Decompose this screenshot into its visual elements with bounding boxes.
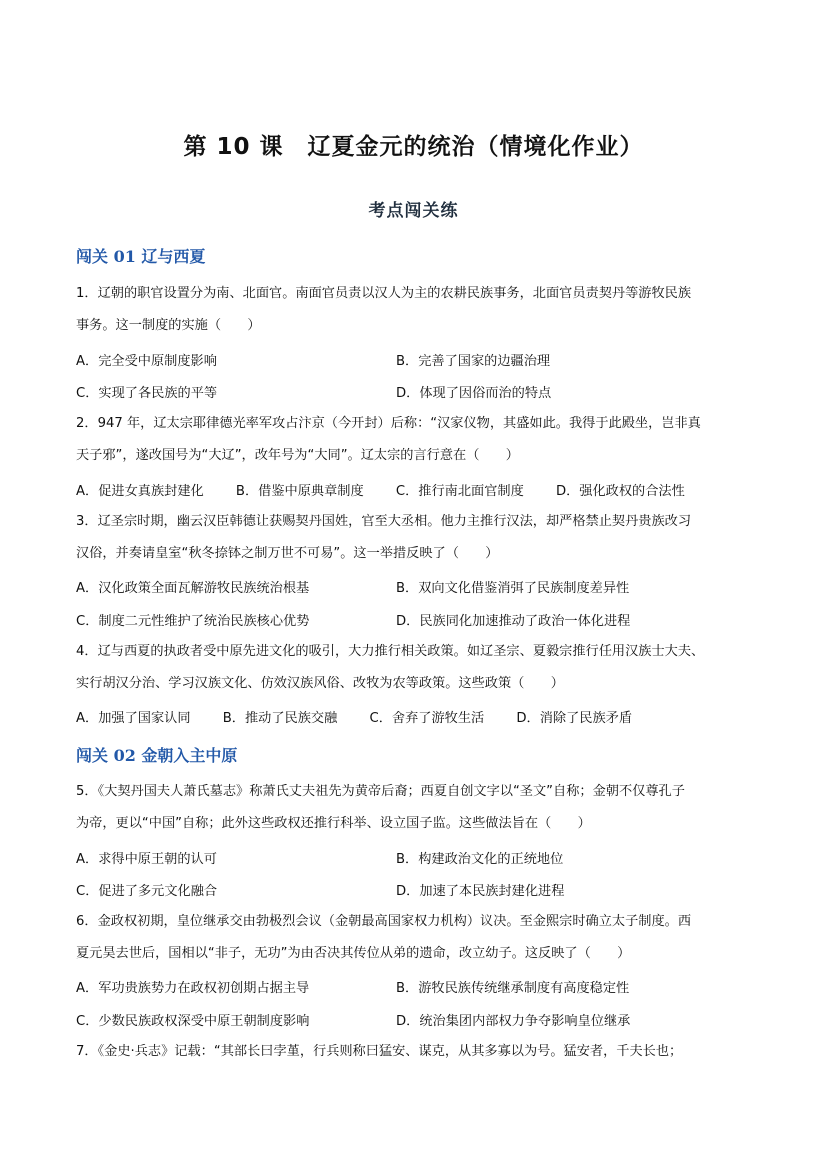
question-1-option-c: C．实现了各民族的平等 xyxy=(76,386,218,401)
question-1-stem xyxy=(76,278,756,342)
question-3-stem xyxy=(76,506,756,570)
question-3-line-2: 汉俗，并奏请皇室“秋冬捺钵之制万世不可易”。这一举措反映了（ ） xyxy=(76,546,499,561)
question-3-option-c: C．制度二元性维护了统治民族核心优势 xyxy=(76,614,310,629)
question-6-option-c: C．少数民族政权深受中原王朝制度影响 xyxy=(76,1014,310,1029)
question-5-option-b: B．构建政治文化的正统地位 xyxy=(396,852,564,867)
question-1-option-d: D．体现了因俗而治的特点 xyxy=(396,386,552,401)
question-2-options xyxy=(76,480,713,499)
question-3-line-1: 3．辽圣宗时期，幽云汉臣韩德让获赐契丹国姓，官至大丞相。他力主推行汉法，却严格禁止契丹贵族改习 xyxy=(76,514,692,529)
question-4-option-a: A．加强了国家认同 xyxy=(76,711,191,726)
question-1-line-1: 1．辽朝的职官设置分为南、北面官。南面官员责以汉人为主的农耕民族事务，北面官员责契丹等游牧民族 xyxy=(76,286,692,301)
question-4-line-2: 实行胡汉分治、学习汉族文化、仿效汉族风俗、改牧为农等政策。这些政策（ ） xyxy=(76,676,564,691)
banner-wrap xyxy=(0,196,827,221)
question-5-option-a: A．求得中原王朝的认可 xyxy=(76,852,217,867)
question-6-option-a: A．军功贵族势力在政权初创期占据主导 xyxy=(76,981,310,996)
question-2-option-c: C．推行南北面官制度 xyxy=(395,484,524,499)
question-2-line-1: 2．947 年，辽太宗耶律德光率军攻占汴京（今开封）后称：“汉家仪物，其盛如此。我得于此殿坐，岂非真 xyxy=(76,416,701,431)
question-7-line-1: 7．《金史·兵志》记载：“其部长曰孛堇，行兵则称曰猛安、谋克，从其多寡以为号。猛安者，千夫长也； xyxy=(76,1044,683,1059)
question-4-line-1: 4．辽与西夏的执政者受中原先进文化的吸引，大力推行相关政策。如辽圣宗、夏毅宗推行任用汉族士大夫、 xyxy=(76,644,705,659)
question-2-line-2: 天子邪”，遂改国号为“大辽”，改年号为“大同”。辽太宗的言行意在（ ） xyxy=(76,448,519,463)
question-6-line-1: 6．金政权初期，皇位继承交由勃极烈会议（金朝最高国家权力机构）议决。至金熙宗时确立太子制度。西 xyxy=(76,914,692,929)
section-banner: 考点闯关练 xyxy=(351,196,477,221)
question-4-stem xyxy=(76,636,756,700)
question-6-line-2: 夏元昊去世后，国相以“非子，无功”为由否决其传位从弟的遗命，改立幼子。这反映了（ ） xyxy=(76,946,631,961)
question-5-stem xyxy=(76,776,756,840)
question-2-stem xyxy=(76,408,756,472)
question-6-stem xyxy=(76,906,756,970)
question-5-line-2: 为帝，更以“中国”自称；此外这些政权还推行科举、设立国子监。这些做法旨在（ ） xyxy=(76,816,591,831)
question-6-option-b: B．游牧民族传统继承制度有高度稳定性 xyxy=(396,981,630,996)
question-3-option-d: D．民族同化加速推动了政治一体化进程 xyxy=(396,614,631,629)
question-1-line-2: 事务。这一制度的实施（ ） xyxy=(76,318,261,333)
section-heading-1: 闯关 01 辽与西夏 xyxy=(76,247,206,266)
page-title: 第 10 课 辽夏金元的统治（情境化作业） xyxy=(183,134,644,160)
question-3-option-a: A．汉化政策全面瓦解游牧民族统治根基 xyxy=(76,581,310,596)
question-4-option-c: C．舍弃了游牧生活 xyxy=(369,711,485,726)
question-4-option-d: D．消除了民族矛盾 xyxy=(516,711,633,726)
question-1-option-b: B．完善了国家的边疆治理 xyxy=(396,354,551,369)
question-5-option-c: C．促进了多元文化融合 xyxy=(76,884,218,899)
question-2-option-b: B．借鉴中原典章制度 xyxy=(235,484,364,499)
question-3-option-b: B．双向文化借鉴消弭了民族制度差异性 xyxy=(396,581,630,596)
section-heading-2: 闯关 02 金朝入主中原 xyxy=(76,746,238,765)
question-4-options xyxy=(76,707,660,726)
question-2-option-d: D．强化政权的合法性 xyxy=(555,484,685,499)
question-5-line-1: 5．《大契丹国夫人萧氏墓志》称萧氏丈夫祖先为黄帝后裔；西夏自创文字以“圣文”自称；金朝不仅尊孔子 xyxy=(76,784,685,799)
question-5-option-d: D．加速了本民族封建化进程 xyxy=(396,884,565,899)
question-4-option-b: B．推动了民族交融 xyxy=(222,711,338,726)
question-7-stem xyxy=(76,1036,756,1068)
question-1-option-a: A．完全受中原制度影响 xyxy=(76,354,217,369)
question-2-option-a: A．促进女真族封建化 xyxy=(76,484,204,499)
question-6-option-d: D．统治集团内部权力争夺影响皇位继承 xyxy=(396,1014,631,1029)
